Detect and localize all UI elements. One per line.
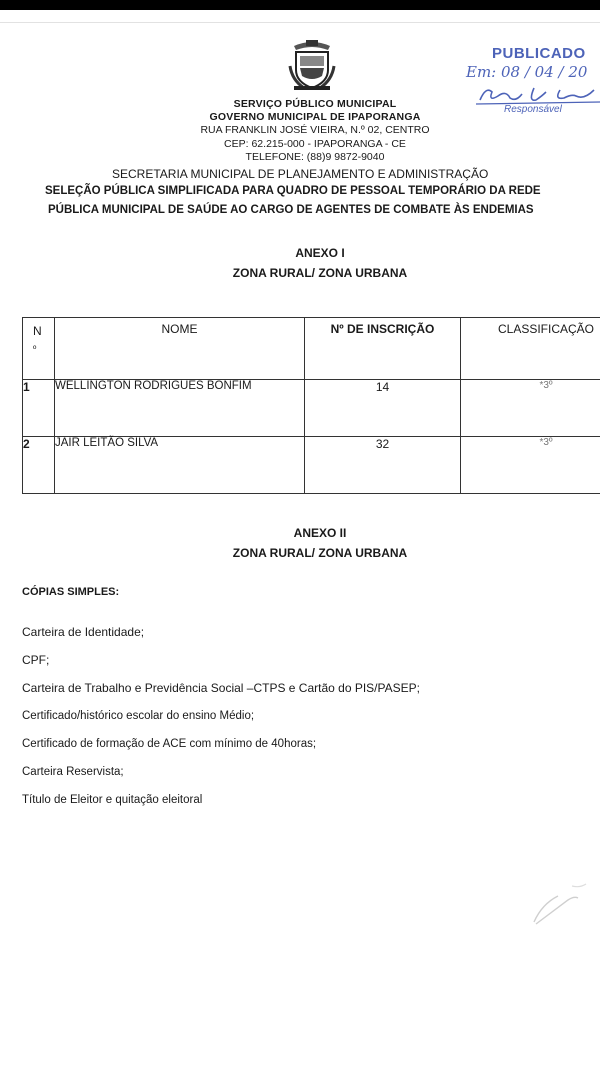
row-classificacao: *3º (461, 380, 600, 437)
header-line-1: SERVIÇO PÚBLICO MUNICIPAL (233, 98, 397, 110)
column-n-bottom: º (33, 344, 37, 354)
row-inscricao: 32 (305, 437, 461, 494)
table-row (23, 380, 600, 437)
list-item: Carteira Reservista; (22, 766, 124, 778)
list-item: Certificado/histórico escolar do ensino Médio; (22, 710, 255, 722)
top-divider (0, 22, 600, 23)
column-classificacao: CLASSIFICAÇÃO (461, 318, 600, 380)
header-line-3: RUA FRANKLIN JOSÉ VIEIRA, N.º 02, CENTRO (200, 124, 430, 136)
list-item: Carteira de Trabalho e Previdência Social –CTPS e Cartão do PIS/PASEP; (22, 681, 420, 695)
document-list (22, 624, 420, 820)
initials-mark-icon (528, 882, 592, 930)
top-bar (0, 0, 600, 10)
secretaria-title: SECRETARIA MUNICIPAL DE PLANEJAMENTO E ADMINISTRAÇÃO (112, 167, 489, 181)
row-inscricao: 14 (305, 380, 461, 437)
municipal-crest-icon (288, 36, 336, 92)
row-number: 1 (23, 380, 55, 437)
list-item: Título de Eleitor e quitação eleitoral (22, 794, 203, 806)
anexo-1-title: ANEXO I (295, 246, 345, 260)
row-number: 2 (23, 437, 55, 494)
column-n-top: N (33, 324, 42, 338)
stamp-role: Responsável (504, 104, 562, 115)
anexo-2-title: ANEXO II (293, 526, 347, 540)
row-classificacao: *3º (461, 437, 600, 494)
header-line-4: CEP: 62.215-000 - IPAPORANGA - CE (224, 138, 406, 150)
row-nome: WELLINGTON RODRIGUES BONFIM (55, 380, 305, 437)
list-item: Carteira de Identidade; (22, 625, 145, 639)
column-n (23, 318, 55, 380)
copias-title: CÓPIAS SIMPLES: (22, 586, 120, 598)
column-inscricao: Nº DE INSCRIÇÃO (305, 318, 461, 380)
table-row (23, 437, 600, 494)
stamp-date: Em: 08 / 04 / 20 (466, 63, 588, 81)
list-item: Certificado de formação de ACE com mínimo de 40horas; (22, 738, 317, 750)
header-line-5: TELEFONE: (88)9 9872-9040 (245, 151, 385, 163)
anexo-2-subtitle: ZONA RURAL/ ZONA URBANA (232, 546, 408, 560)
header-line-2: GOVERNO MUNICIPAL DE IPAPORANGA (209, 111, 421, 123)
table-header-row (23, 318, 600, 380)
selecao-title-1: SELEÇÃO PÚBLICA SIMPLIFICADA PARA QUADRO DE PESSOAL TEMPORÁRIO DA REDE (45, 185, 541, 197)
list-item: CPF; (22, 653, 50, 667)
selecao-title-2: PÚBLICA MUNICIPAL DE SAÚDE AO CARGO DE AGENTES DE COMBATE ÀS ENDEMIAS (48, 204, 534, 216)
row-nome: JAIR LEITÃO SILVA (55, 437, 305, 494)
classification-table (22, 317, 600, 494)
column-nome: NOME (55, 318, 305, 380)
anexo-1-subtitle: ZONA RURAL/ ZONA URBANA (232, 266, 408, 280)
stamp-title: PUBLICADO (492, 45, 586, 62)
